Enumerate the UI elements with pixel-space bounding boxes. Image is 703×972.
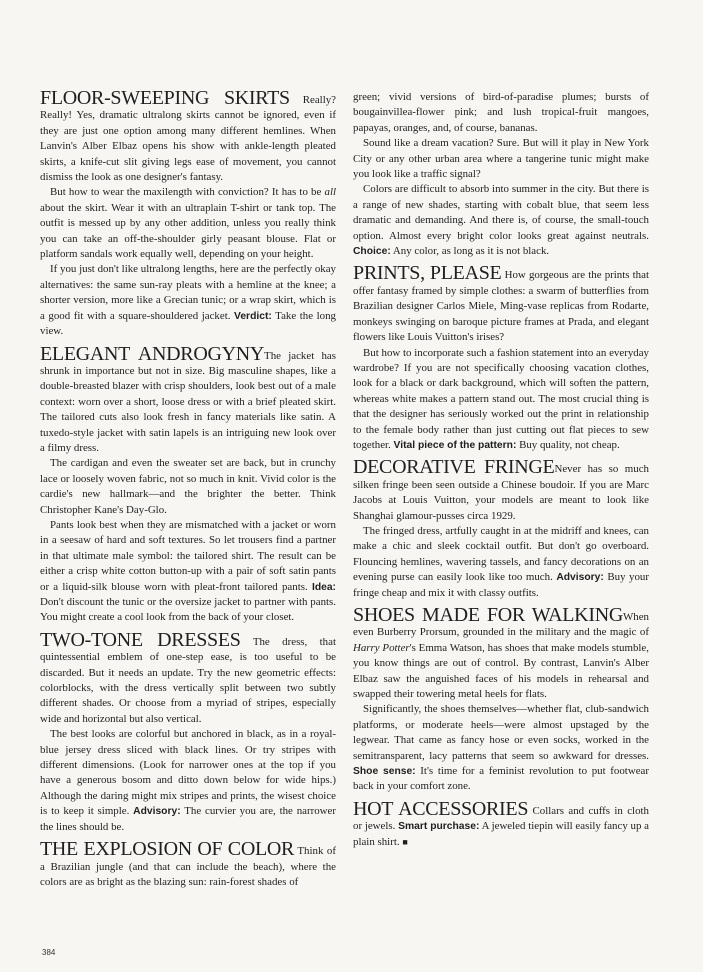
body-text: Buy your fringe cheap and mix it with classy outfits.: [353, 571, 649, 599]
body-text: The best looks are colorful but anchored in black, as in a royal-blue jersey dress sliced with black lines. Or try stripes with different dimensions. (Look for narrower ones at the top if you have a generous bosom and ditto down below for wide hips.) Although the daring might mix stripes and prints, the wisest choice is to keep it simple.: [40, 728, 336, 818]
idea-label: Idea:: [311, 581, 336, 593]
advisory-label: Advisory:: [556, 572, 604, 584]
paragraph: [40, 727, 336, 835]
verdict-label: Verdict:: [234, 310, 272, 322]
paragraph: [353, 136, 649, 182]
body-text: The dress, that quintessential emblem of one-step ease, is too useful to be discarded. But it needs an update. Try the new geometric effects: colorblocks, with the dress vertically split between two subtly different shades. Or choose from a myriad of stripes, especially wide and horizontal but also vertical.: [40, 635, 336, 725]
paragraph: [40, 342, 336, 457]
choice-label: Choice:: [353, 246, 391, 258]
body-text: green; vivid versions of bird-of-paradise plumes; bursts of bougainvillea-flower pink; and lush tropical-fruit mangoes, papayas, oranges, and, of course, bananas.: [353, 91, 649, 134]
left-column: [40, 87, 336, 940]
section-heading: HOT ACCESSORIES: [353, 797, 529, 820]
section-decorative-fringe: [353, 456, 649, 601]
body-text: Pants look best when they are mismatched with a jacket or worn in a seesaw of hard and soft textures. So let trousers find a partner in that ultimate male symbol: the tailored shirt. The result can be either a crisp white cotton button-up with a pair of soft satin pants or a liquid-silk blouse worn with pleat-front tailored pants.: [40, 518, 336, 593]
section-floor-sweeping-skirts: [40, 87, 336, 340]
body-text: 's Emma Watson, has shoes that make models stumble, you know things are out of control. By contrast, Lanvin's Alber Elbaz saw the anguished faces of his models in rehearsal and swapped their towering metal heels for flats.: [353, 641, 649, 701]
paragraph: [40, 838, 336, 890]
paragraph: [40, 185, 336, 262]
body-text: Buy quality, not cheap.: [516, 438, 620, 451]
emphasis-text: all: [324, 186, 336, 199]
paragraph: [353, 90, 649, 136]
paragraph: [40, 456, 336, 518]
body-text: How gorgeous are the prints that offer fantasy framed by simple clothes: a swarm of butterflies from Brazilian designer Carlos Miele, Ming-vase replicas from Rodarte, monkeys swinging on baroque picture frames at Prada, and elegant flowers like Louis Vuitton's irises?: [353, 269, 649, 344]
body-text: The jacket has shrunk in importance but not in size. Big masculine shapes, like a double-breasted blazer with crisp shoulders, look best out of a male context: worn over a short, loose dress or with a brief pleated skirt. The tailored cuts also look fresh in fancy materials like satin. A tuxedo-style jacket with satin lapels is an intriguing new look over a filmy dress.: [40, 349, 336, 454]
section-heading: PRINTS, PLEASE: [353, 262, 502, 285]
paragraph: [353, 346, 649, 454]
section-explosion-of-color-continued: [353, 90, 649, 259]
smart-purchase-label: Smart purchase:: [398, 821, 480, 833]
paragraph: [40, 262, 336, 339]
section-heading: FLOOR-SWEEPING SKIRTS: [40, 87, 290, 109]
paragraph: [353, 797, 649, 850]
body-text: Significantly, the shoes themselves—whether flat, club-sandwich platforms, or moderate heels—were almost upstaged by the legwear. That came as fancy hose or even socks, worked in the semitransparent, lacy patterns that seem so awkward for dresses.: [353, 703, 649, 762]
body-text: But how to incorporate such a fashion statement into an everyday wardrobe? If you are not specifically choosing vacation clothes, look for a black or dark background, which will soften the pattern, whereas white makes a pattern stand out. The most crucial thing is that the designer has seriously worked out the print in relationship to the female body rather than just cutting out flat pieces to sew together.: [353, 346, 649, 451]
article-spread: [40, 87, 649, 940]
section-elegant-androgyny: [40, 342, 336, 626]
body-text: Don't discount the tunic or the oversize jacket to partner with pants. You might create a cool look from the back of your closet.: [40, 596, 336, 624]
section-heading: ELEGANT ANDROGYNY: [40, 342, 265, 365]
advisory-label: Advisory:: [133, 806, 181, 818]
page-number: 384: [42, 948, 56, 957]
vital-piece-label: Vital piece of the pattern:: [393, 439, 517, 451]
section-hot-accessories: [353, 797, 649, 850]
section-heading: THE EXPLOSION OF COLOR: [40, 838, 295, 861]
paragraph: [353, 456, 649, 524]
body-text: about the skirt. Wear it with an ultraplain T-shirt or tank top. The outfit is messed up by any other addition, unless you really think you can take an off-the-shoulder girly peasant blouse. Flat or platform sandals work equally well, depending on your height.: [40, 201, 336, 261]
body-text: But how to wear the maxilength with conviction? It has to be: [50, 186, 325, 199]
body-text: The fringed dress, artfully caught in at the midriff and knees, can make a chic and sleek cocktail outfit. But don't go overboard. Flouncing hemlines, wavering tassels, and fancy decorations on an evening purse can easily look like too much.: [353, 524, 649, 584]
body-text: Take the long view.: [40, 309, 336, 338]
paragraph: [353, 524, 649, 601]
section-heading: TWO-TONE DRESSES: [40, 628, 241, 651]
body-text: Think of a Brazilian jungle (and that can include the beach), where the colors are as bright as the blazing sun: rain-forest shades of: [40, 845, 336, 888]
paragraph: [40, 87, 336, 185]
body-text: Colors are difficult to absorb into summer in the city. But there is a range of new shades, starting with cobalt blue, that seem less dramatic and demanding. And there is, of course, the small-touch option. Almost every bright color looks great against neutrals.: [353, 183, 649, 242]
section-heading: SHOES MADE FOR WALKING: [353, 604, 623, 626]
body-text: It's time for a feminist revolution to put footwear back in your comfort zone.: [353, 765, 649, 793]
body-text: When even Burberry Prorsum, grounded in the military and the magic of: [353, 611, 649, 639]
end-mark-icon: ■: [402, 836, 408, 847]
paragraph: [353, 604, 649, 702]
section-heading: DECORATIVE FRINGE: [353, 456, 555, 479]
body-text: Collars and cuffs in cloth or jewels.: [353, 804, 649, 833]
section-prints-please: [353, 262, 649, 453]
shoe-sense-label: Shoe sense:: [353, 766, 416, 778]
body-text: Sound like a dream vacation? Sure. But will it play in New York City or any other urban area where a tangerine tunic might make you look like a traffic signal?: [353, 137, 649, 181]
section-explosion-of-color: [40, 838, 336, 890]
section-shoes-made-for-walking: [353, 604, 649, 795]
paragraph: [353, 182, 649, 259]
emphasis-text: Harry Potter: [353, 641, 410, 654]
body-text: If you just don't like ultralong lengths, here are the perfectly okay alternatives: the same sun-ray pleats with a hemline at the knee; a shorter version, more like a Grecian tunic; or a wrap skirt, which is a good fit with a square-shouldered jacket.: [40, 263, 336, 322]
section-two-tone-dresses: [40, 628, 336, 835]
body-text: Any color, as long as it is not black.: [390, 245, 550, 258]
paragraph: [40, 518, 336, 626]
paragraph: [353, 702, 649, 794]
paragraph: [353, 262, 649, 345]
right-column: [353, 90, 649, 940]
body-text: A jeweled tiepin will easily fancy up a plain shirt.: [353, 820, 649, 848]
paragraph: [40, 628, 336, 727]
body-text: Never has so much silken fringe been seen outside a Chinese boudoir. If you are Marc Jacobs at Louis Vuitton, your models are meant to look like Shanghai glamour-pusses circa 1929.: [353, 463, 649, 522]
body-text: Really? Really! Yes, dramatic ultralong skirts cannot be ignored, even if they are just one option among many different hemlines. When Lanvin's Alber Elbaz opens his show with ankle-length pleated skirts, a knife-cut slit giving legs ease of movement, you cannot dismiss the look as one designer's fantasy.: [40, 94, 336, 184]
body-text: The curvier you are, the narrower the lines should be.: [40, 805, 336, 833]
body-text: The cardigan and even the sweater set are back, but in crunchy lace or loosely woven fabric, not so much in knit. Vivid color is the cardie's new hallmark—and the brighter the better. Think Christopher Kane's Day-Glo.: [40, 457, 336, 516]
